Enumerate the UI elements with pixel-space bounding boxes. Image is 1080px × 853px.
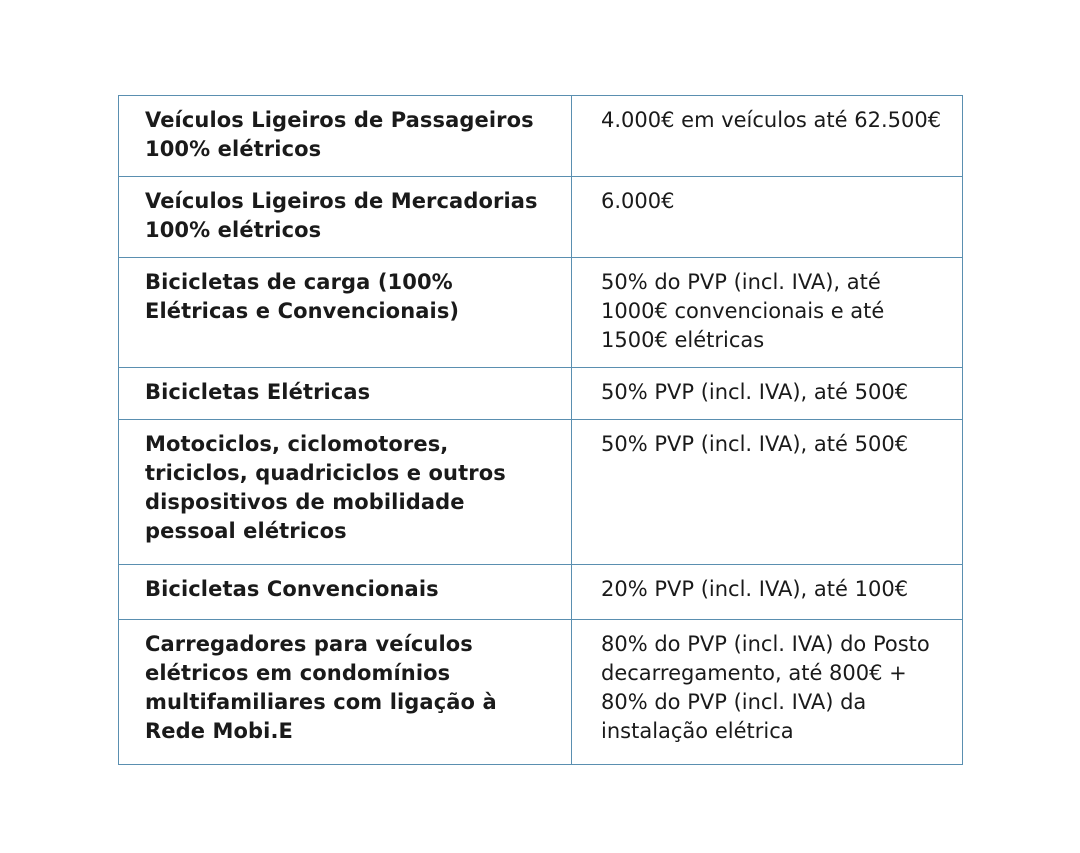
incentive-value-cell: 20% PVP (incl. IVA), até 100€ [572, 565, 963, 620]
incentive-value-cell: 80% do PVP (incl. IVA) do Posto decarregamento, até 800€ + 80% do PVP (incl. IVA) da instalação elétrica [572, 620, 963, 765]
table-row [119, 620, 963, 765]
incentives-table-container [118, 95, 963, 765]
vehicle-category-cell: Bicicletas de carga (100% Elétricas e Convencionais) [119, 258, 572, 368]
vehicle-category-cell: Bicicletas Convencionais [119, 565, 572, 620]
incentives-table [118, 95, 963, 765]
vehicle-category-cell: Bicicletas Elétricas [119, 368, 572, 420]
vehicle-category-cell: Motociclos, ciclomotores, triciclos, quadriciclos e outros dispositivos de mobilidade pessoal elétricos [119, 420, 572, 565]
incentive-value-cell: 50% do PVP (incl. IVA), até 1000€ convencionais e até 1500€ elétricas [572, 258, 963, 368]
table-row [119, 420, 963, 565]
incentive-value-cell: 6.000€ [572, 177, 963, 258]
table-row [119, 177, 963, 258]
vehicle-category-cell: Veículos Ligeiros de Passageiros 100% elétricos [119, 96, 572, 177]
table-row [119, 96, 963, 177]
table-row [119, 258, 963, 368]
incentive-value-cell: 50% PVP (incl. IVA), até 500€ [572, 420, 963, 565]
table-row [119, 368, 963, 420]
vehicle-category-cell: Carregadores para veículos elétricos em condomínios multifamiliares com ligação à Rede Mobi.E [119, 620, 572, 765]
incentive-value-cell: 4.000€ em veículos até 62.500€ [572, 96, 963, 177]
table-row [119, 565, 963, 620]
vehicle-category-cell: Veículos Ligeiros de Mercadorias 100% elétricos [119, 177, 572, 258]
incentive-value-cell: 50% PVP (incl. IVA), até 500€ [572, 368, 963, 420]
